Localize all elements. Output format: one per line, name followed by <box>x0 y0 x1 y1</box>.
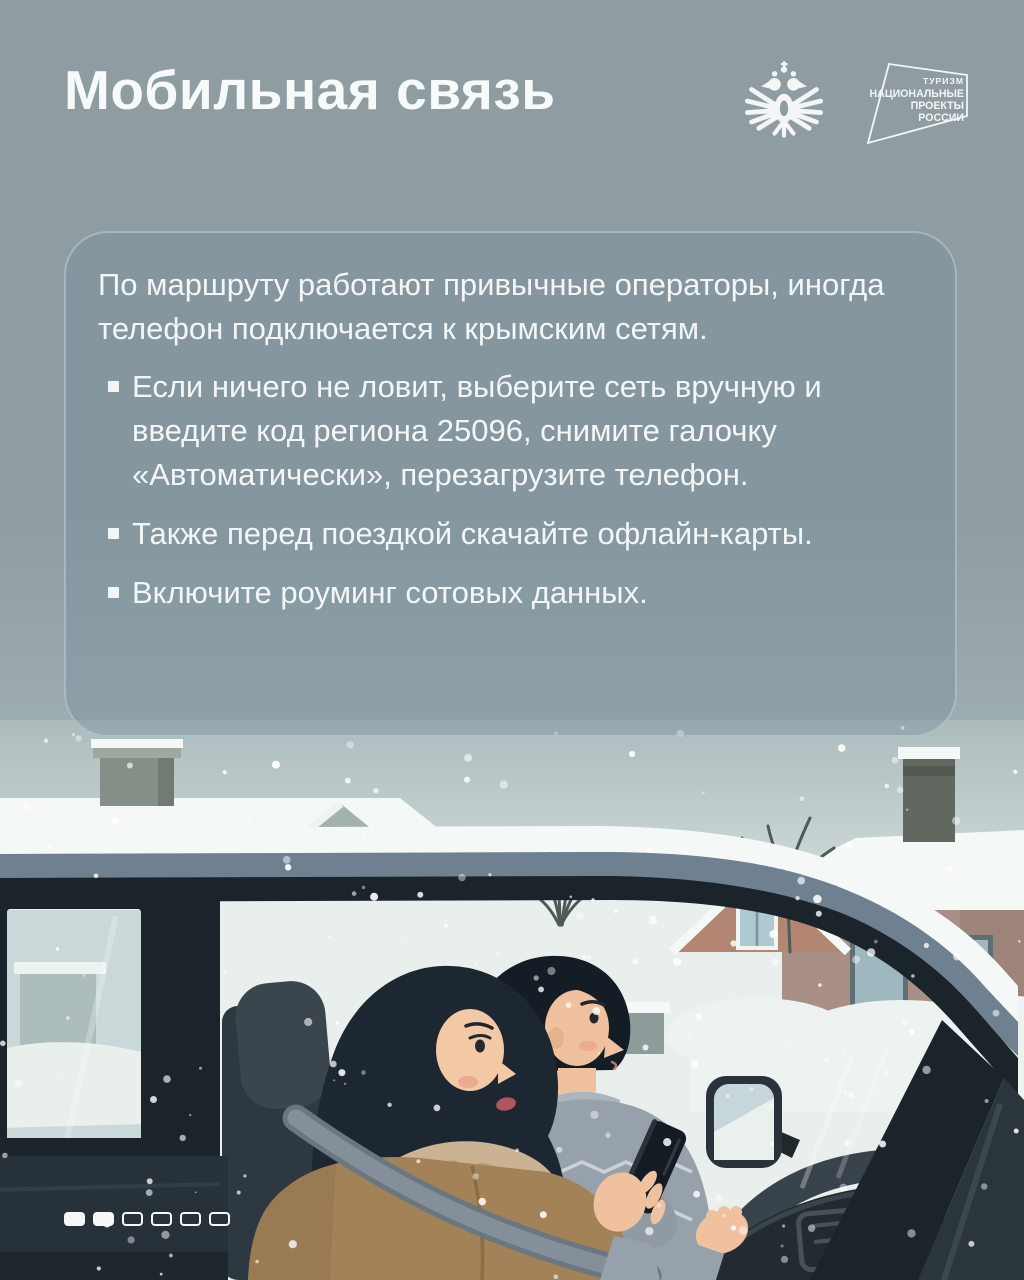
tip-item <box>98 365 903 497</box>
info-card <box>64 231 957 737</box>
carousel-dot[interactable] <box>180 1212 201 1226</box>
tips-list <box>98 365 903 615</box>
bullet-marker-icon <box>108 528 119 539</box>
carousel-dot[interactable] <box>122 1212 143 1226</box>
bullet-marker-icon <box>108 381 119 392</box>
carousel-dot[interactable] <box>93 1212 114 1226</box>
tip-text: Если ничего не ловит, выберите сеть вручную и введите код региона 25096, снимите галочку «Автоматически», перезагрузите телефон. <box>132 369 822 492</box>
carousel-dot[interactable] <box>64 1212 85 1226</box>
national-projects-logo <box>850 52 976 160</box>
tip-item <box>98 571 903 615</box>
carousel-dot[interactable] <box>151 1212 172 1226</box>
np-program-label: ТУРИЗМ <box>922 76 964 86</box>
bullet-marker-icon <box>108 587 119 598</box>
carousel-dot[interactable] <box>209 1212 230 1226</box>
tip-item <box>98 512 903 556</box>
tip-text: Также перед поездкой скачайте офлайн-карты. <box>132 516 813 551</box>
tip-text: Включите роуминг сотовых данных. <box>132 575 648 610</box>
carousel-dots <box>64 1212 230 1226</box>
ministry-emblem-icon <box>740 52 828 148</box>
np-line-2: ПРОЕКТЫ <box>910 100 964 112</box>
header-logos <box>740 52 976 160</box>
winter-drive-illustration <box>0 720 1024 1280</box>
card-intro: По маршруту работают привычные операторы, иногда телефон подключается к крымским сетям. <box>98 267 885 346</box>
page-title: Мобильная связь <box>64 59 556 121</box>
np-line-1: НАЦИОНАЛЬНЫЕ <box>869 88 964 100</box>
np-line-3: РОССИИ <box>918 112 964 124</box>
